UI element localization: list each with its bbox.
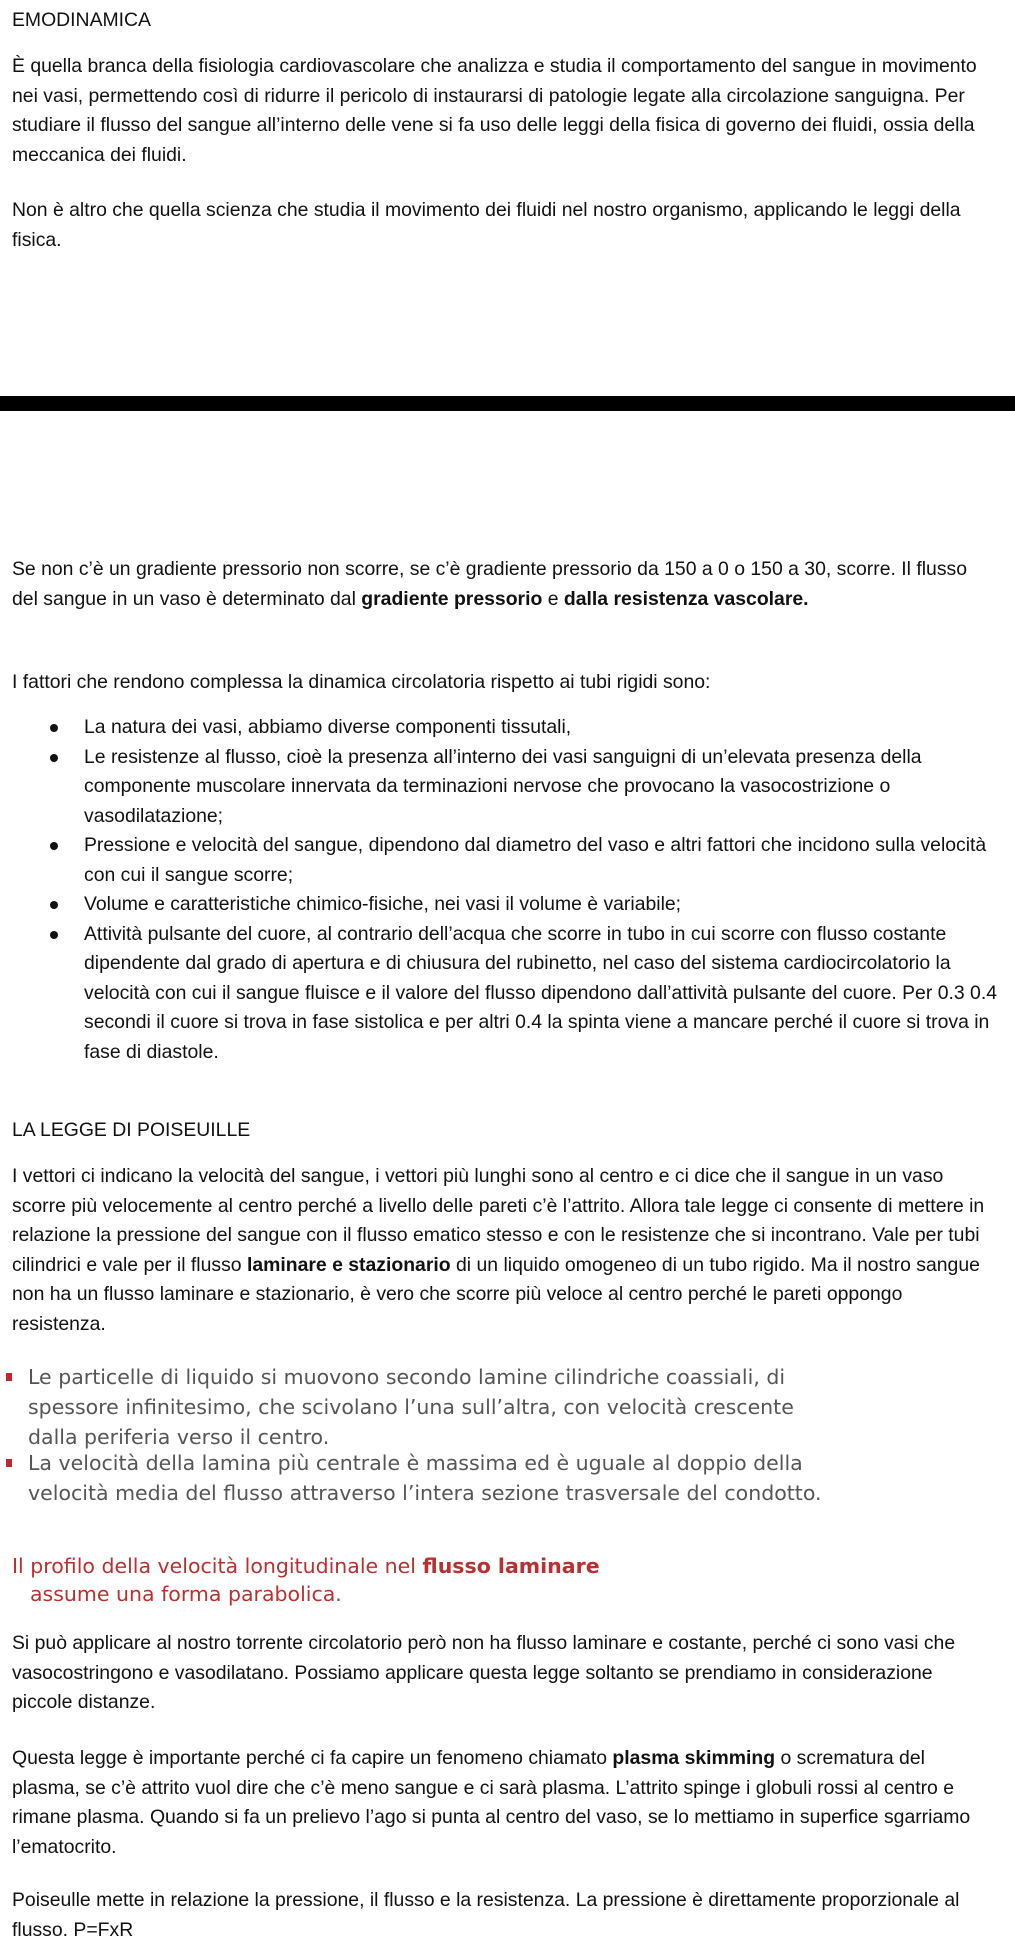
factors-intro: I fattori che rendono complessa la dinamica circolatoria rispetto ai tubi rigidi sono: xyxy=(12,671,711,693)
list-item: Attività pulsante del cuore, al contrario dell’acqua che scorre in tubo in cui scorre con flusso costante dipendente dal grado di apertura e di chiusura del rubinetto, nel caso del sistema cardiocircolatorio la velocità con cui il sangue fluisce e il valore del flusso dipendono dall’attività pulsante del cuore. Per 0.3 0.4 secondi il cuore si trova in fase sistolica e per altri 0.4 la spinta viene a mancare perché il cuore si trova in fase di diastole. xyxy=(0,920,1000,1068)
red-square-bullet-icon xyxy=(6,1459,12,1467)
section-title-poiseuille: LA LEGGE DI POISEUILLE xyxy=(12,1119,251,1141)
after-slide-paragraph: Si può applicare al nostro torrente circolatorio però non ha flusso laminare e costante, perché ci sono vasi che vasocostringono e vasodilatano. Possiamo applicare questa legge soltanto se prendiamo in considerazione piccole distanze. xyxy=(12,1632,956,1713)
gradient-text-start: Se non c’è un gradiente pressorio non scorre, se c’è gradiente pressorio da 150 a 0 o 150 a 30, scorre. Il flusso del sangue in un vaso è determinato dal xyxy=(12,558,968,610)
slide-red-start: Il profilo della velocità longitudinale nel xyxy=(12,1554,423,1578)
document-title: EMODINAMICA xyxy=(12,9,151,31)
gradient-paragraph xyxy=(12,555,997,614)
closing-paragraph: Poiseulle mette in relazione la pressione, il flusso e la resistenza. La pressione è direttamente proporzionale al flusso. P=FxR xyxy=(12,1889,960,1941)
poiseuille-bold-term: laminare e stazionario xyxy=(246,1253,451,1276)
skimming-text-start: Questa legge è importante perché ci fa capire un fenomeno chiamato xyxy=(12,1747,613,1769)
skimming-bold-term: plasma skimming xyxy=(612,1747,776,1769)
intro-paragraph-1: È quella branca della fisiologia cardiovascolare che analizza e studia il comportamento del sangue in movimento nei vasi, permettendo così di ridurre il pericolo di instaurarsi di patologie legate alla circolazione sanguigna. Per studiare il flusso del sangue all’interno delle vene si fa uso delle leggi della fisica di governo dei fluidi, ossia della meccanica dei fluidi. xyxy=(12,55,977,166)
separator-bar xyxy=(0,396,1015,411)
slide-bullet-2-text: La velocità della lamina più centrale è massima ed è uguale al doppio della velocità media del flusso attraverso l’intera sezione trasversale del condotto. xyxy=(28,1451,822,1505)
skimming-paragraph xyxy=(12,1744,997,1862)
poiseuille-paragraph xyxy=(12,1162,997,1339)
list-item: Pressione e velocità del sangue, dipendono dal diametro del vaso e altri fattori che incidono sulla velocità con cui il sangue scorre; xyxy=(0,831,1000,890)
slide-bullet-2 xyxy=(28,1448,828,1508)
slide-bullet-1-text: Le particelle di liquido si muovono secondo lamine cilindriche coassiali, di spessore infinitesimo, che scivolano l’una sull’altra, con velocità crescente dalla periferia verso il centro. xyxy=(28,1365,794,1449)
poiseuille-text-start: I vettori ci indicano la velocità del sangue, i vettori più lunghi sono al centro e ci dice che il sangue in un vaso scorre più velocemente al centro perché a livello delle pareti c’è l’attrito. Allora tale legge ci consente di mettere in relazione la pressione del sangue con il flusso ematico stesso e con le resistenze che si incontrano. Vale per tubi cilindrici e vale per il flusso xyxy=(12,1165,985,1276)
poiseuille-text-end: di un liquido omogeneo di un tubo rigido. Ma il nostro sangue non ha un flusso laminare e stazionario, è vero che scorre più veloce al centro perché le pareti oppongo resistenza. xyxy=(12,1253,980,1335)
list-item: Volume e caratteristiche chimico-fisiche, nei vasi il volume è variabile; xyxy=(0,890,1000,920)
slide-bullet-1 xyxy=(28,1362,828,1452)
slide-red-end: assume una forma parabolica. xyxy=(30,1582,342,1606)
resistance-bold-term: dalla resistenza vascolare. xyxy=(563,587,809,610)
list-item: La natura dei vasi, abbiamo diverse componenti tissutali, xyxy=(0,713,1000,743)
skimming-text-end: o scrematura del plasma, se c’è attrito vuol dire che c’è meno sangue e ci sarà plasma. L’attrito spinge i globuli rossi al centro e rimane plasma. Quando si fa un prelievo l’ago si punta al centro del vaso, se lo mettiamo in superfice sgarriamo l’ematocrito. xyxy=(12,1747,971,1858)
factors-list xyxy=(0,713,1000,1067)
red-square-bullet-icon xyxy=(6,1373,12,1381)
gradient-bold-term: gradiente pressorio xyxy=(361,587,543,610)
list-item: Le resistenze al flusso, cioè la presenza all’interno dei vasi sanguigni di un’elevata presenza della componente muscolare innervata da terminazioni nervose che provocano la vasocostrizione o vasodilatazione; xyxy=(0,743,1000,832)
slide-red-bold: flusso laminare xyxy=(422,1554,600,1578)
slide-red-statement xyxy=(12,1552,812,1608)
gradient-text-mid: e xyxy=(542,587,564,610)
intro-paragraph-2: Non è altro che quella scienza che studia il movimento dei fluidi nel nostro organismo, applicando le leggi della fisica. xyxy=(12,199,961,251)
